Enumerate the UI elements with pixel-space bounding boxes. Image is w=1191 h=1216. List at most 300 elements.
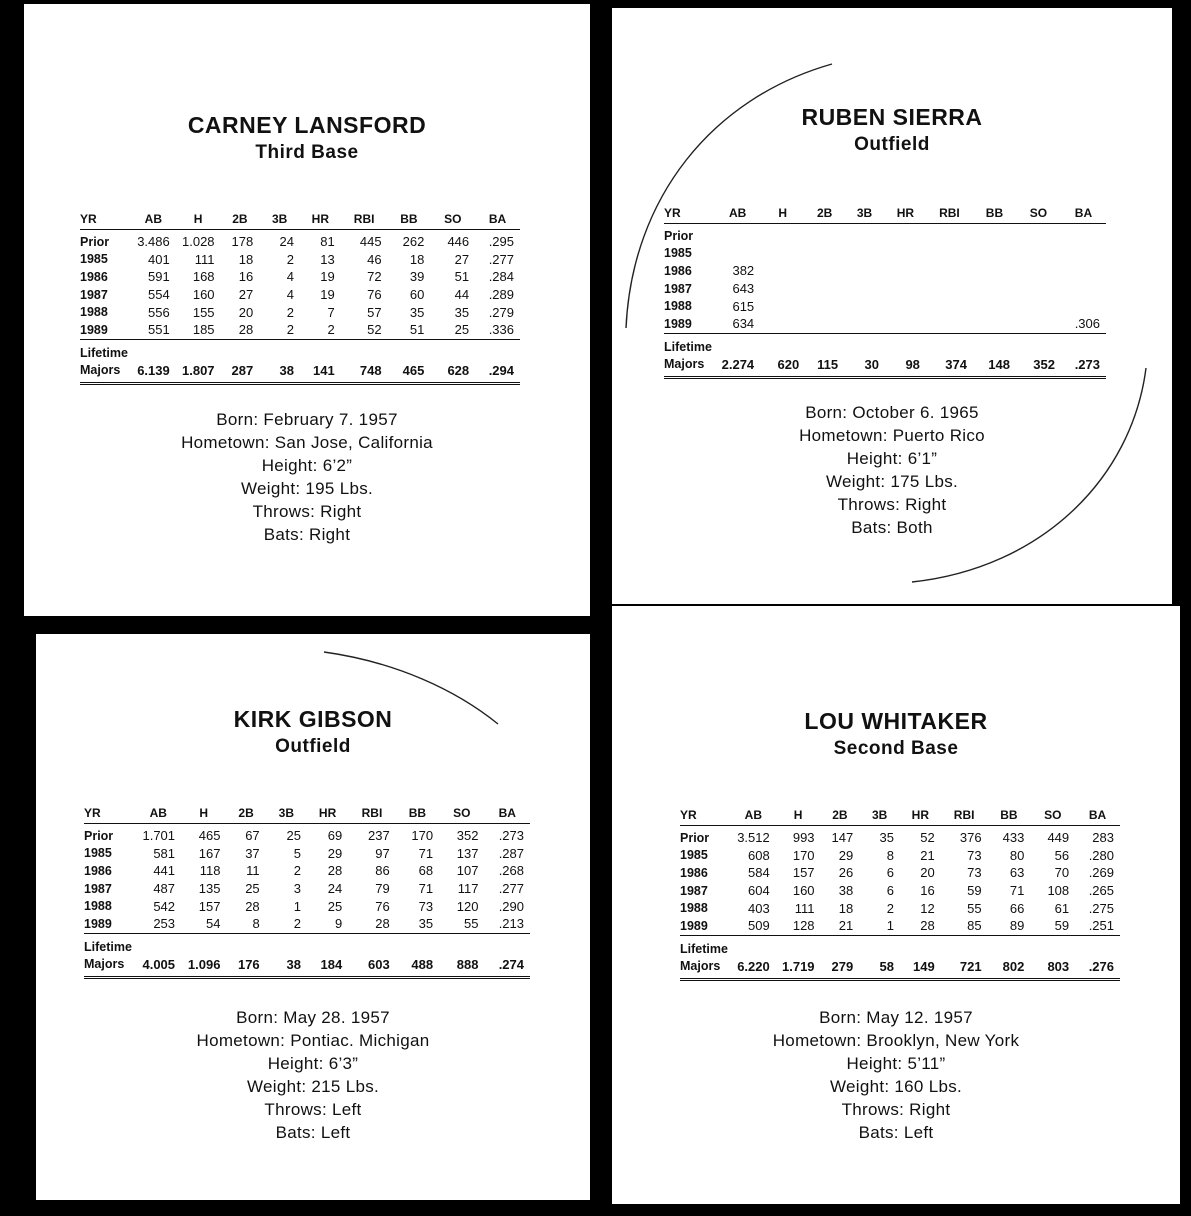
- stat-cell: 160: [192, 287, 215, 303]
- year-cell: 1989: [84, 916, 112, 931]
- year-cell: 1985: [664, 246, 692, 261]
- stat-cell: 237: [368, 828, 390, 844]
- stat-cell: 71: [418, 881, 434, 897]
- bats: Bats: Left: [275, 1123, 351, 1142]
- player-card: [612, 8, 1172, 604]
- player-bio: [24, 408, 590, 546]
- bats: Bats: Left: [858, 1123, 934, 1142]
- stat-cell: 25: [245, 881, 260, 897]
- year-cell: 1986: [80, 269, 108, 284]
- stat-cell: 2: [293, 916, 301, 932]
- stat-cell: 54: [205, 916, 221, 932]
- weight: Weight: 195 Lbs.: [240, 479, 374, 498]
- stat-cell: 449: [1047, 830, 1070, 846]
- year-cell: 1985: [680, 848, 708, 863]
- stat-cell: 554: [148, 287, 170, 303]
- stat-cell: 55: [464, 916, 479, 932]
- stat-cell: 11: [246, 863, 260, 879]
- column-header: BA: [475, 212, 520, 230]
- lifetime-stat-cell: 4.005: [136, 956, 181, 978]
- stat-cell: 85: [967, 918, 982, 934]
- stat-cell: 7: [327, 304, 335, 320]
- stat-cell: 35: [418, 916, 434, 932]
- stat-cell: 35: [879, 830, 894, 846]
- hometown: Hometown: Brooklyn, New York: [772, 1031, 1020, 1050]
- lifetime-label-row: [680, 935, 1120, 958]
- stat-cell: 51: [409, 322, 425, 338]
- lifetime-stat-cell: 802: [988, 958, 1031, 980]
- stat-cell: .336: [488, 322, 514, 338]
- column-header: HR: [885, 206, 926, 224]
- stats-row: [80, 268, 520, 286]
- stat-cell: 12: [920, 900, 935, 916]
- throws: Throws: Left: [264, 1100, 362, 1119]
- stat-cell: 67: [245, 828, 260, 844]
- lifetime-stat-cell: 279: [821, 958, 860, 980]
- hometown: Hometown: San Jose, California: [181, 433, 433, 452]
- stat-cell: 157: [792, 865, 815, 881]
- stat-cell: 556: [148, 304, 170, 320]
- empty-cell: [1030, 935, 1075, 958]
- bats: Bats: Right: [263, 525, 351, 544]
- weight: Weight: 160 Lbs.: [829, 1077, 963, 1096]
- lifetime-stat-cell: 1.719: [776, 958, 821, 980]
- stat-cell: 107: [456, 863, 479, 879]
- stat-cell: 37: [245, 845, 260, 861]
- column-header: 2B: [221, 212, 260, 230]
- stat-cell: 1.701: [142, 828, 176, 844]
- stat-cell: 2: [286, 322, 294, 338]
- stat-cell: .284: [488, 269, 514, 285]
- lifetime-stat-cell: .273: [1061, 356, 1106, 378]
- stat-cell: 81: [320, 234, 335, 250]
- lifetime-stat-cell: 620: [760, 356, 805, 378]
- majors-label: Majors: [80, 362, 131, 384]
- stats-table: [80, 212, 520, 385]
- column-header: SO: [430, 212, 475, 230]
- stat-cell: 170: [411, 828, 434, 844]
- lifetime-stat-cell: 6.220: [731, 958, 776, 980]
- stat-cell: 120: [456, 898, 479, 914]
- column-header: BA: [485, 806, 531, 824]
- stat-cell: 542: [153, 898, 176, 914]
- lifetime-stat-cell: 603: [348, 956, 395, 978]
- year-cell: 1987: [680, 883, 708, 898]
- stat-cell: 26: [838, 865, 854, 881]
- lifetime-stat-cell: 38: [266, 956, 307, 978]
- stat-cell: 1: [886, 918, 894, 934]
- stat-cell: 25: [286, 828, 301, 844]
- stat-cell: 168: [192, 269, 215, 285]
- stat-cell: 128: [792, 918, 815, 934]
- lifetime-label: Lifetime: [80, 339, 131, 362]
- player-name: RUBEN SIERRA: [801, 104, 983, 130]
- stat-cell: 66: [1009, 900, 1025, 916]
- stat-cell: 25: [327, 898, 343, 914]
- stat-cell: 111: [794, 900, 815, 916]
- stat-cell: 604: [748, 883, 770, 899]
- stat-cell: 135: [198, 881, 221, 897]
- player-name: KIRK GIBSON: [233, 706, 393, 732]
- stat-cell: 634: [732, 316, 755, 332]
- stats-row: [80, 286, 520, 304]
- stat-cell: 1.028: [182, 234, 215, 250]
- weight: Weight: 175 Lbs.: [825, 472, 959, 491]
- stat-cell: .273: [498, 828, 524, 844]
- stat-cell: 27: [454, 251, 470, 267]
- stat-cell: 19: [320, 269, 335, 285]
- stat-cell: 3: [293, 881, 301, 897]
- stat-cell: 59: [1054, 918, 1070, 934]
- lifetime-stat-cell: 465: [388, 362, 431, 384]
- empty-cell: [221, 339, 260, 362]
- empty-cell: [475, 339, 520, 362]
- stat-cell: 20: [920, 865, 935, 881]
- stat-cell: 376: [959, 830, 982, 846]
- stat-cell: .269: [1088, 865, 1114, 881]
- lifetime-stat-cell: 6.139: [131, 362, 176, 384]
- lifetime-stat-cell: 141: [300, 362, 341, 384]
- column-header: BB: [973, 206, 1016, 224]
- stat-cell: .280: [1088, 847, 1114, 863]
- stat-cell: 18: [409, 251, 425, 267]
- year-cell: 1988: [84, 899, 112, 914]
- year-cell: 1987: [664, 281, 692, 296]
- stat-cell: 24: [327, 881, 343, 897]
- stat-cell: 615: [732, 298, 755, 314]
- year-cell: 1988: [80, 305, 108, 320]
- stat-cell: 52: [920, 830, 935, 846]
- stat-cell: 608: [748, 847, 770, 863]
- stat-cell: 89: [1009, 918, 1025, 934]
- column-header: YR: [680, 808, 731, 826]
- lifetime-stat-cell: 803: [1030, 958, 1075, 980]
- player-name: LOU WHITAKER: [804, 708, 988, 734]
- stat-cell: 28: [245, 898, 260, 914]
- empty-cell: [430, 339, 475, 362]
- stat-cell: 27: [238, 287, 254, 303]
- column-header: RBI: [926, 206, 973, 224]
- stat-cell: 2: [286, 304, 294, 320]
- bats: Bats: Both: [851, 518, 933, 537]
- year-cell: 1989: [680, 918, 708, 933]
- column-header: AB: [131, 212, 176, 230]
- stat-cell: 59: [967, 883, 982, 899]
- column-header: BB: [988, 808, 1031, 826]
- stat-cell: 60: [409, 287, 425, 303]
- column-header: 3B: [266, 806, 307, 824]
- stat-cell: 4: [286, 269, 294, 285]
- stat-cell: 2: [286, 251, 294, 267]
- lifetime-stat-cell: 2.274: [715, 356, 760, 378]
- column-header: SO: [439, 806, 484, 824]
- stat-cell: 382: [732, 263, 755, 279]
- stat-cell: 3.512: [737, 830, 770, 846]
- disc-outline-path: [324, 652, 498, 724]
- column-header: AB: [731, 808, 776, 826]
- stat-cell: 71: [1009, 883, 1025, 899]
- stat-cell: 20: [238, 304, 254, 320]
- disc-outline-arc: [612, 8, 1172, 604]
- stat-cell: 76: [367, 287, 382, 303]
- stats-header-row: [80, 212, 520, 230]
- stat-cell: 29: [327, 845, 343, 861]
- stat-cell: 24: [279, 234, 294, 250]
- player-position: Second Base: [833, 738, 959, 759]
- stat-cell: 403: [748, 900, 770, 916]
- stat-cell: .251: [1088, 918, 1114, 934]
- lifetime-stat-cell: 176: [226, 956, 265, 978]
- lifetime-stat-cell: .294: [475, 362, 520, 384]
- lifetime-stat-cell: 38: [259, 362, 300, 384]
- column-header: 3B: [259, 212, 300, 230]
- column-header: H: [176, 212, 221, 230]
- stats-row: [80, 230, 520, 251]
- year-cell: Prior: [680, 830, 710, 845]
- stat-cell: .275: [1088, 900, 1114, 916]
- lifetime-stat-cell: 184: [307, 956, 348, 978]
- stat-cell: .279: [488, 304, 514, 320]
- player-card: [612, 606, 1180, 1204]
- lifetime-stat-cell: 98: [885, 356, 926, 378]
- stat-cell: .295: [488, 234, 514, 250]
- year-cell: 1985: [84, 846, 112, 861]
- column-header: 2B: [821, 808, 860, 826]
- empty-cell: [176, 339, 221, 362]
- column-header: RBI: [348, 806, 395, 824]
- lifetime-label: Lifetime: [680, 935, 731, 958]
- stat-cell: 118: [199, 863, 221, 879]
- stats-row: [680, 917, 1120, 935]
- column-header: 3B: [844, 206, 885, 224]
- stat-cell: 86: [375, 863, 390, 879]
- stat-cell: 35: [409, 304, 425, 320]
- empty-cell: [131, 339, 176, 362]
- column-header: BA: [1075, 808, 1120, 826]
- stat-cell: 68: [418, 863, 434, 879]
- stat-cell: 157: [198, 898, 221, 914]
- disc-outline-path: [626, 64, 1146, 582]
- empty-cell: [731, 935, 776, 958]
- stat-cell: 79: [375, 881, 390, 897]
- stat-cell: .277: [488, 251, 514, 267]
- stat-cell: 97: [375, 845, 390, 861]
- stat-cell: 29: [838, 847, 854, 863]
- stat-cell: 551: [148, 322, 170, 338]
- stat-cell: 21: [838, 918, 854, 934]
- stat-cell: 18: [238, 251, 254, 267]
- empty-cell: [776, 935, 821, 958]
- stat-cell: 73: [418, 898, 434, 914]
- lifetime-stat-cell: 888: [439, 956, 484, 978]
- player-bio: [612, 1006, 1180, 1144]
- stat-cell: 253: [153, 916, 176, 932]
- player-position: Outfield: [854, 134, 930, 155]
- lifetime-stat-cell: 1.807: [176, 362, 221, 384]
- height: Height: 6’2”: [261, 456, 353, 475]
- stat-cell: 445: [359, 234, 382, 250]
- stat-cell: 993: [792, 830, 815, 846]
- stats-row: [680, 864, 1120, 882]
- stat-cell: 178: [231, 234, 254, 250]
- stat-cell: 446: [447, 234, 470, 250]
- player-card: [36, 634, 590, 1200]
- stat-cell: 55: [967, 900, 982, 916]
- stat-cell: 643: [732, 281, 755, 297]
- year-cell: 1987: [80, 287, 108, 302]
- lifetime-totals-row: [80, 362, 520, 384]
- stat-cell: .287: [498, 845, 524, 861]
- lifetime-stat-cell: 30: [844, 356, 885, 378]
- stat-cell: 433: [1002, 830, 1025, 846]
- column-header: AB: [715, 206, 760, 224]
- column-header: SO: [1016, 206, 1061, 224]
- stat-cell: 262: [402, 234, 425, 250]
- stat-cell: 72: [367, 269, 382, 285]
- empty-cell: [900, 935, 941, 958]
- column-header: H: [181, 806, 226, 824]
- empty-cell: [259, 339, 300, 362]
- stat-cell: 44: [454, 287, 470, 303]
- year-cell: 1986: [680, 865, 708, 880]
- stat-cell: 63: [1009, 865, 1025, 881]
- stat-cell: .268: [498, 863, 524, 879]
- stat-cell: 283: [1092, 830, 1114, 846]
- lifetime-stat-cell: 149: [900, 958, 941, 980]
- column-header: H: [760, 206, 805, 224]
- stat-cell: .277: [498, 881, 524, 897]
- lifetime-stat-cell: 748: [341, 362, 388, 384]
- stat-cell: 8: [886, 847, 894, 863]
- stats-row: [680, 826, 1120, 847]
- weight: Weight: 215 Lbs.: [246, 1077, 380, 1096]
- throws: Throws: Right: [837, 495, 947, 514]
- column-header: RBI: [941, 808, 988, 826]
- column-header: 2B: [226, 806, 265, 824]
- empty-cell: [988, 935, 1031, 958]
- height: Height: 6’1”: [846, 449, 938, 468]
- empty-cell: [821, 935, 860, 958]
- stat-cell: .213: [498, 916, 524, 932]
- column-header: HR: [900, 808, 941, 826]
- stat-cell: 352: [456, 828, 479, 844]
- player-name: CARNEY LANSFORD: [187, 112, 427, 138]
- stat-cell: 69: [327, 828, 343, 844]
- stat-cell: 76: [375, 898, 390, 914]
- year-cell: 1989: [80, 322, 108, 337]
- empty-cell: [941, 935, 988, 958]
- stat-cell: 16: [238, 269, 254, 285]
- lifetime-stat-cell: 58: [859, 958, 900, 980]
- player-card: [24, 4, 590, 616]
- stat-cell: 51: [454, 269, 470, 285]
- column-header: BA: [1061, 206, 1106, 224]
- stat-cell: .306: [1074, 316, 1100, 332]
- stat-cell: 2: [293, 863, 301, 879]
- stat-cell: 21: [920, 847, 935, 863]
- stat-cell: 73: [967, 865, 982, 881]
- stat-cell: 73: [967, 847, 982, 863]
- column-header: 2B: [805, 206, 844, 224]
- lifetime-stat-cell: 148: [973, 356, 1016, 378]
- year-cell: 1989: [664, 316, 692, 331]
- stat-cell: 28: [238, 322, 254, 338]
- stat-cell: .265: [1088, 883, 1114, 899]
- year-cell: 1986: [84, 863, 112, 878]
- stat-cell: 167: [198, 845, 221, 861]
- hometown: Hometown: Puerto Rico: [799, 426, 985, 445]
- column-header: 3B: [859, 808, 900, 826]
- born-date: Born: May 28. 1957: [236, 1008, 390, 1027]
- stat-cell: 46: [367, 251, 382, 267]
- stat-cell: 591: [148, 269, 170, 285]
- stat-cell: 9: [335, 916, 343, 932]
- stats-row: [80, 303, 520, 321]
- stat-cell: 160: [792, 883, 815, 899]
- year-cell: Prior: [80, 234, 110, 249]
- stat-cell: 401: [148, 251, 170, 267]
- year-cell: 1988: [664, 299, 692, 314]
- stat-cell: 4: [286, 287, 294, 303]
- year-cell: Prior: [664, 228, 694, 243]
- lifetime-stat-cell: 721: [941, 958, 988, 980]
- year-cell: 1988: [680, 901, 708, 916]
- stat-cell: 584: [748, 865, 770, 881]
- stat-cell: 6: [886, 883, 894, 899]
- column-header: BB: [396, 806, 439, 824]
- stat-cell: 35: [454, 304, 470, 320]
- stat-cell: 18: [838, 900, 854, 916]
- stat-cell: 441: [153, 863, 176, 879]
- column-header: YR: [664, 206, 715, 224]
- stat-cell: 25: [454, 322, 470, 338]
- stats-header-row: [680, 808, 1120, 826]
- empty-cell: [859, 935, 900, 958]
- stat-cell: 39: [409, 269, 425, 285]
- majors-label: Majors: [84, 956, 136, 978]
- stat-cell: 185: [192, 322, 215, 338]
- stat-cell: 581: [153, 845, 176, 861]
- lifetime-stat-cell: 488: [396, 956, 439, 978]
- majors-label: Majors: [664, 356, 715, 378]
- stat-cell: 117: [457, 881, 479, 897]
- player-position: Third Base: [255, 142, 359, 163]
- stat-cell: 8: [252, 916, 260, 932]
- column-header: AB: [136, 806, 181, 824]
- stat-cell: 5: [293, 845, 301, 861]
- lifetime-stat-cell: 1.096: [181, 956, 226, 978]
- empty-cell: [300, 339, 341, 362]
- stat-cell: 56: [1054, 847, 1070, 863]
- stat-cell: 61: [1054, 900, 1070, 916]
- column-header: YR: [80, 212, 131, 230]
- hometown: Hometown: Pontiac. Michigan: [196, 1031, 430, 1050]
- stat-cell: 487: [153, 881, 176, 897]
- lifetime-stat-cell: 352: [1016, 356, 1061, 378]
- stat-cell: 13: [320, 251, 335, 267]
- stat-cell: .290: [498, 898, 524, 914]
- stat-cell: 2: [327, 322, 335, 338]
- stat-cell: 170: [792, 847, 815, 863]
- lifetime-label: Lifetime: [664, 333, 715, 356]
- year-cell: 1985: [80, 252, 108, 267]
- stat-cell: 6: [886, 865, 894, 881]
- column-header: YR: [84, 806, 136, 824]
- stat-cell: 80: [1009, 847, 1025, 863]
- column-header: HR: [300, 212, 341, 230]
- throws: Throws: Right: [841, 1100, 951, 1119]
- lifetime-label: Lifetime: [84, 933, 136, 956]
